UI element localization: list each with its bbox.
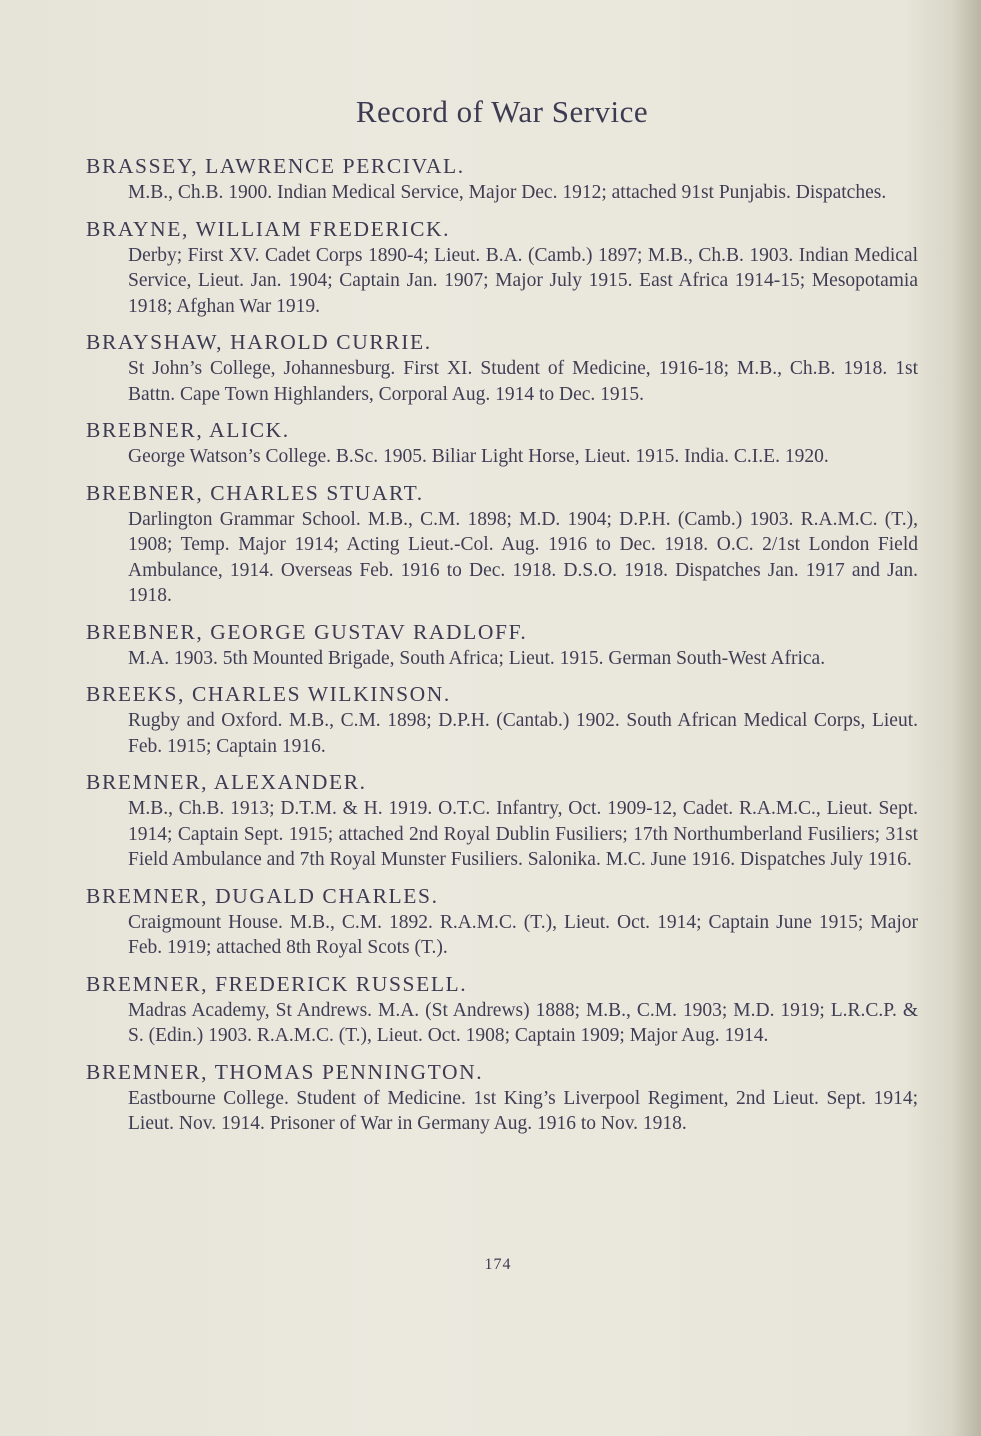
- entry-brebner-charles: [86, 479, 918, 609]
- entry-brebner-alick: [86, 416, 918, 470]
- entry-name: BREBNER, GEORGE GUSTAV RADLOFF.: [86, 619, 528, 644]
- entry-details: St John’s College, Johannesburg. First XI. Student of Medicine, 1916-18; M.B., Ch.B. 1918. 1st Battn. Cape Town Highlanders, Corporal Aug. 1914 to Dec. 1915.: [128, 358, 918, 405]
- entry-details: Darlington Grammar School. M.B., C.M. 1898; M.D. 1904; D.P.H. (Camb.) 1903. R.A.M.C. (T.), 1908; Temp. Major 1914; Acting Lieut.-Col. Aug. 1916 to Dec. 1918. O.C. 2/1st London Field Ambulance, 1914. Overseas Feb. 1916 to Dec. 1918. D.S.O. 1918. Dispatches Jan. 1917 and Jan. 1918.: [128, 508, 918, 606]
- entry-name: BREMNER, DUGALD CHARLES.: [86, 883, 439, 908]
- entry-brebner-george: [86, 618, 918, 672]
- entry-brayshaw: [86, 328, 918, 407]
- entry-details: M.A. 1903. 5th Mounted Brigade, South Africa; Lieut. 1915. German South-West Africa.: [128, 647, 826, 669]
- entry-name: BRASSEY, LAWRENCE PERCIVAL.: [86, 154, 465, 178]
- entry-bremner-alexander: [86, 768, 918, 873]
- entry-name: BREEKS, CHARLES WILKINSON.: [86, 682, 451, 706]
- entry-brassey: [86, 152, 918, 206]
- entry-brayne: [86, 215, 918, 320]
- entry-details: M.B., Ch.B. 1913; D.T.M. & H. 1919. O.T.C. Infantry, Oct. 1909-12, Cadet. R.A.M.C., Lieut. Sept. 1914; Captain Sept. 1915; attached 2nd Royal Dublin Fusiliers; 17th Northumberland Fusiliers; 31st Field Ambulance and 7th Royal Munster Fusiliers. Salonika. M.C. June 1916. Dispatches July 1916.: [128, 798, 918, 870]
- entry-details: Madras Academy, St Andrews. M.A. (St Andrews) 1888; M.B., C.M. 1903; M.D. 1919; L.R.C.P. & S. (Edin.) 1903. R.A.M.C. (T.), Lieut. Oct. 1908; Captain 1909; Major Aug. 1914.: [128, 999, 918, 1046]
- entry-bremner-frederick: [86, 970, 918, 1049]
- entry-breeks: [86, 680, 918, 759]
- entry-bremner-dugald: [86, 882, 918, 961]
- entry-details: George Watson’s College. B.Sc. 1905. Biliar Light Horse, Lieut. 1915. India. C.I.E. 1920.: [128, 446, 829, 467]
- entry-details: M.B., Ch.B. 1900. Indian Medical Service, Major Dec. 1912; attached 91st Punjabis. Dispatches.: [128, 182, 887, 203]
- entry-name: BREMNER, THOMAS PENNINGTON.: [86, 1059, 484, 1084]
- entry-name: BREBNER, CHARLES STUART.: [86, 480, 424, 505]
- entry-details: Rugby and Oxford. M.B., C.M. 1898; D.P.H. (Cantab.) 1902. South African Medical Corps, Lieut. Feb. 1915; Captain 1916.: [128, 710, 918, 757]
- entry-name: BRAYNE, WILLIAM FREDERICK.: [86, 216, 451, 241]
- page-number: 174: [484, 1256, 512, 1273]
- entry-name: BREMNER, ALEXANDER.: [86, 770, 367, 794]
- entry-details: Derby; First XV. Cadet Corps 1890-4; Lieut. B.A. (Camb.) 1897; M.B., Ch.B. 1903. Indian Medical Service, Lieut. Jan. 1904; Captain Jan. 1907; Major July 1915. East Africa 1914-15; Mesopotamia 1918; Afghan War 1919.: [128, 244, 918, 317]
- page-title: Record of War Service: [355, 94, 649, 129]
- entry-name: BREBNER, ALICK.: [86, 418, 290, 442]
- entry-details: Craigmount House. M.B., C.M. 1892. R.A.M.C. (T.), Lieut. Oct. 1914; Captain June 1915; Major Feb. 1919; attached 8th Royal Scots (T.).: [128, 911, 918, 958]
- entry-list: [86, 152, 918, 1146]
- entry-name: BRAYSHAW, HAROLD CURRIE.: [86, 330, 432, 354]
- entry-name: BREMNER, FREDERICK RUSSELL.: [86, 971, 468, 996]
- entry-bremner-thomas: [86, 1058, 918, 1137]
- entry-details: Eastbourne College. Student of Medicine. 1st King’s Liverpool Regiment, 2nd Lieut. Sept. 1914; Lieut. Nov. 1914. Prisoner of War in Germany Aug. 1916 to Nov. 1918.: [128, 1087, 918, 1134]
